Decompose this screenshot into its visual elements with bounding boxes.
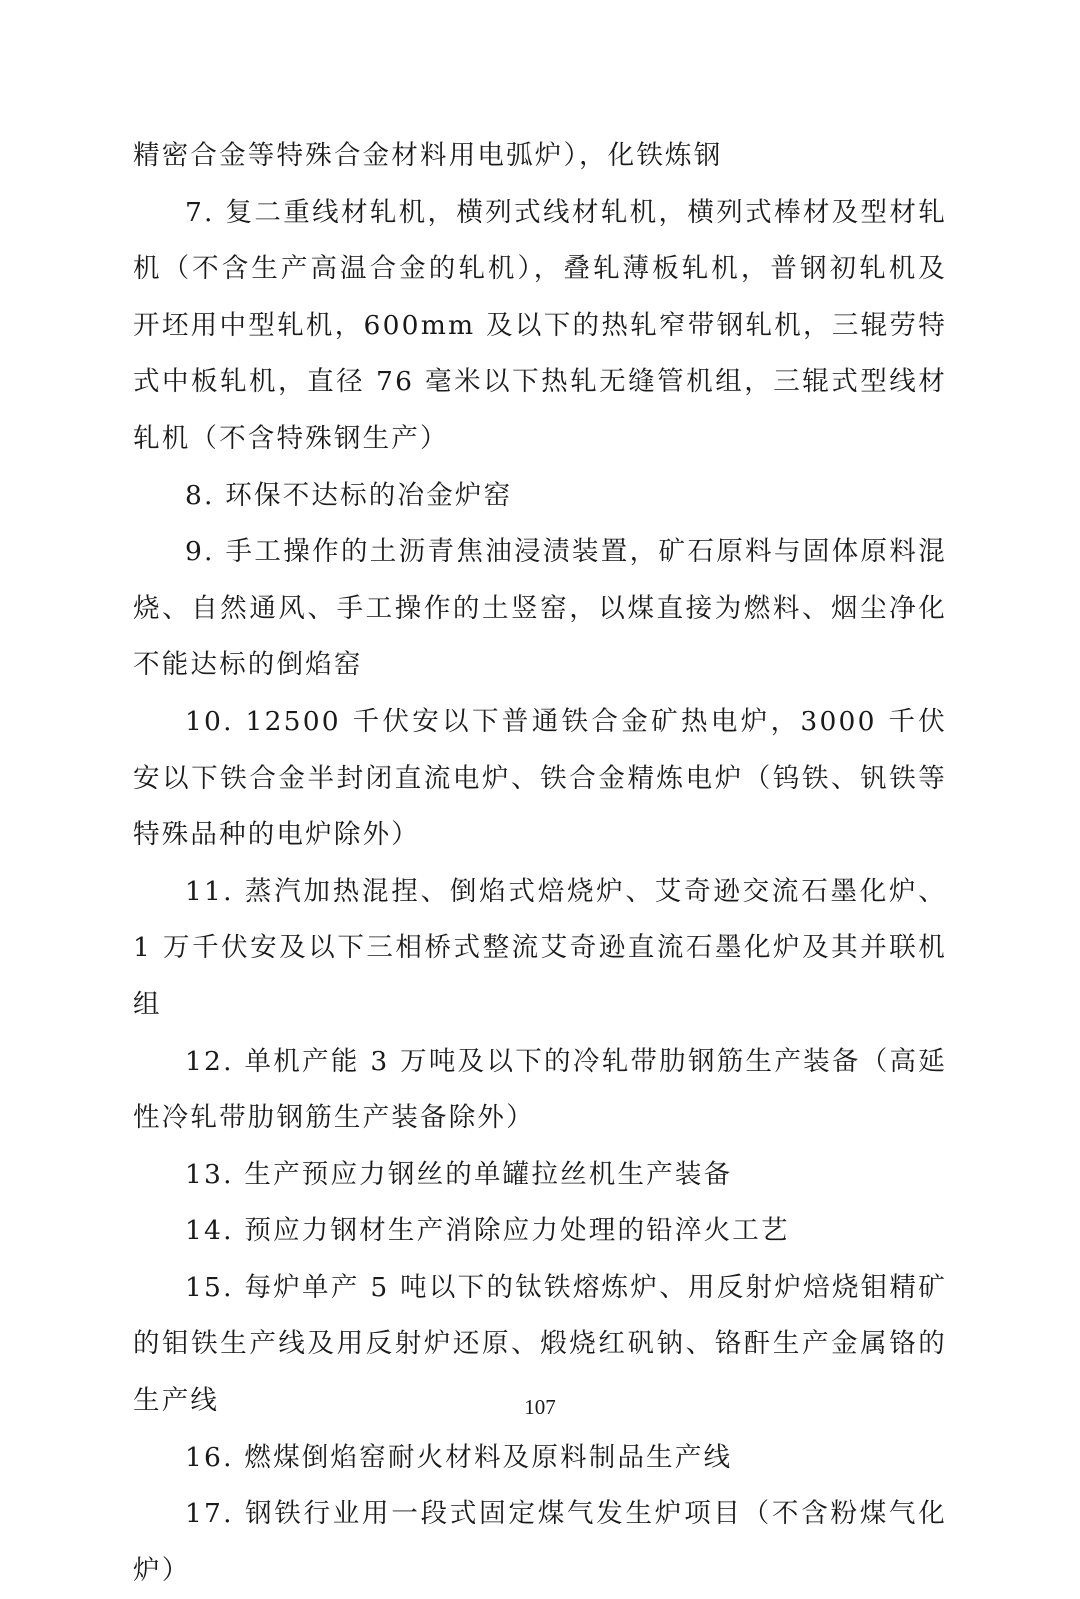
page-body — [133, 128, 947, 1599]
list-item-11: 11. 蒸汽加热混捏、倒焰式焙烧炉、艾奇逊交流石墨化炉、1 万千伏安及以下三相桥式整流艾奇逊直流石墨化炉及其并联机组 — [133, 875, 947, 1020]
list-item-10: 10. 12500 千伏安以下普通铁合金矿热电炉，3000 千伏安以下铁合金半封闭直流电炉、铁合金精炼电炉（钨铁、钒铁等特殊品种的电炉除外） — [133, 705, 947, 851]
paragraph-continuation: 精密合金等特殊合金材料用电弧炉），化铁炼钢 — [133, 140, 723, 171]
page-number: 107 — [524, 1395, 556, 1419]
list-item-15: 15. 每炉单产 5 吨以下的钛铁熔炼炉、用反射炉焙烧钼精矿的钼铁生产线及用反射炉还原、煅烧红矾钠、铬酐生产金属铬的生产线 — [133, 1271, 947, 1417]
list-item-17: 17. 钢铁行业用一段式固定煤气发生炉项目（不含粉煤气化炉） — [133, 1498, 947, 1586]
list-item-14: 14. 预应力钢材生产消除应力处理的铅淬火工艺 — [185, 1215, 790, 1247]
list-item-13: 13. 生产预应力钢丝的单罐拉丝机生产装备 — [185, 1158, 733, 1190]
list-item-16: 16. 燃煤倒焰窑耐火材料及原料制品生产线 — [185, 1441, 733, 1473]
list-item-9: 9. 手工操作的土沥青焦油浸渍装置，矿石原料与固体原料混烧、自然通风、手工操作的土竖窑，以煤直接为燃料、烟尘净化不能达标的倒焰窑 — [133, 536, 947, 681]
list-item-7: 7. 复二重线材轧机，横列式线材轧机，横列式棒材及型材轧机（不含生产高温合金的轧机），叠轧薄板轧机，普钢初轧机及开坯用中型轧机，600mm 及以下的热轧窄带钢轧机，三辊劳特式中板轧机，直径 76 毫米以下热轧无缝管机组，三辊式型线材轧机（不含特殊钢生产） — [133, 196, 947, 454]
list-item-8: 8. 环保不达标的冶金炉窑 — [185, 479, 513, 511]
list-item-12: 12. 单机产能 3 万吨及以下的冷轧带肋钢筋生产装备（高延性冷轧带肋钢筋生产装备除外） — [133, 1045, 947, 1134]
